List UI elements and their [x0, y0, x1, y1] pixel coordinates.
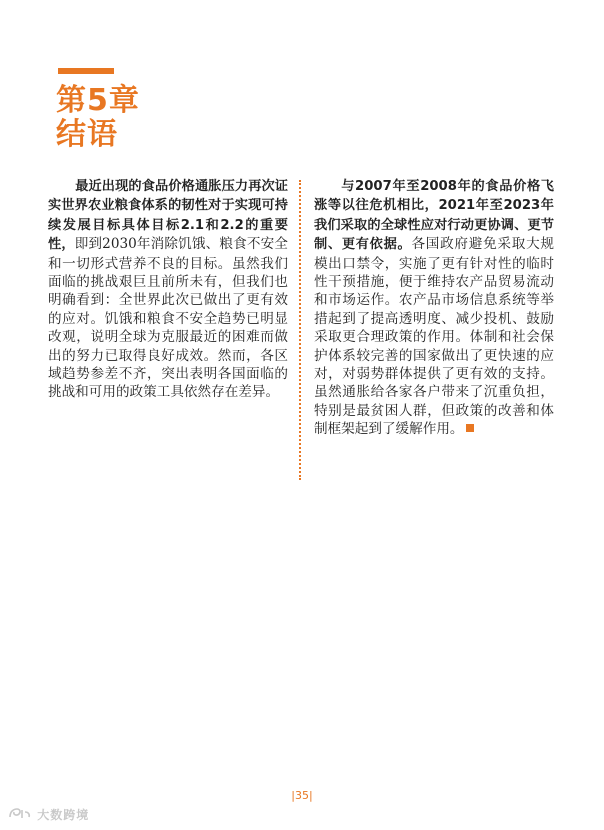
- right-lead-text: 与2007年至2008年的食品价格飞涨等以往危机相比，2021年至2023年我们采取的全球性应对行动更协调、更节制、更有依据。: [314, 179, 554, 253]
- left-body-text: 即到2030年消除饥饿、粮食不安全和一切形式营养不良的目标。虽然我们面临的挑战艰巨且前所未有，但我们也明确看到：全世界此次已做出了更有效的应对。饥饿和粮食不安全趋势已明显改观，说明全球为克服最近的困难而做出的努力已取得良好成效。然而，各区域趋势参差不齐，突出表明各国面临的挑战和可用的政策工具依然存在差异。: [48, 236, 288, 401]
- right-column: [314, 177, 554, 439]
- page-number: |35|: [291, 789, 313, 802]
- watermark: [8, 806, 89, 823]
- chapter-heading: [56, 84, 140, 152]
- chapter-accent-bar: [58, 68, 114, 74]
- watermark-text: 大数跨境: [37, 808, 90, 822]
- chapter-title: 结语: [56, 117, 118, 152]
- reader-logo-icon: [8, 806, 32, 823]
- column-divider: [299, 180, 301, 480]
- left-paragraph: [48, 177, 288, 402]
- chapter-number: 第5章: [56, 83, 140, 118]
- right-paragraph: [314, 177, 554, 439]
- left-column: [48, 177, 288, 402]
- left-lead-text: 最近出现的食品价格通胀压力再次证实世界农业粮食体系的韧性对于实现可持续发展目标具体目标2.1和2.2的重要性，: [48, 179, 288, 253]
- right-body-text: 各国政府避免采取大规模出口禁令，实施了更有针对性的临时性干预措施，便于维持农产品贸易流动和市场运作。农产品市场信息系统等举措起到了提高透明度、减少投机、鼓励采取更合理政策的作用。体制和社会保护体系较完善的国家做出了更快速的应对，对弱势群体提供了更有效的支持。虽然通胀给各家各户带来了沉重负担，特别是最贫困人群，但政策的改善和体制框架起到了缓解作用。: [314, 236, 554, 438]
- end-of-article-mark: [466, 424, 474, 432]
